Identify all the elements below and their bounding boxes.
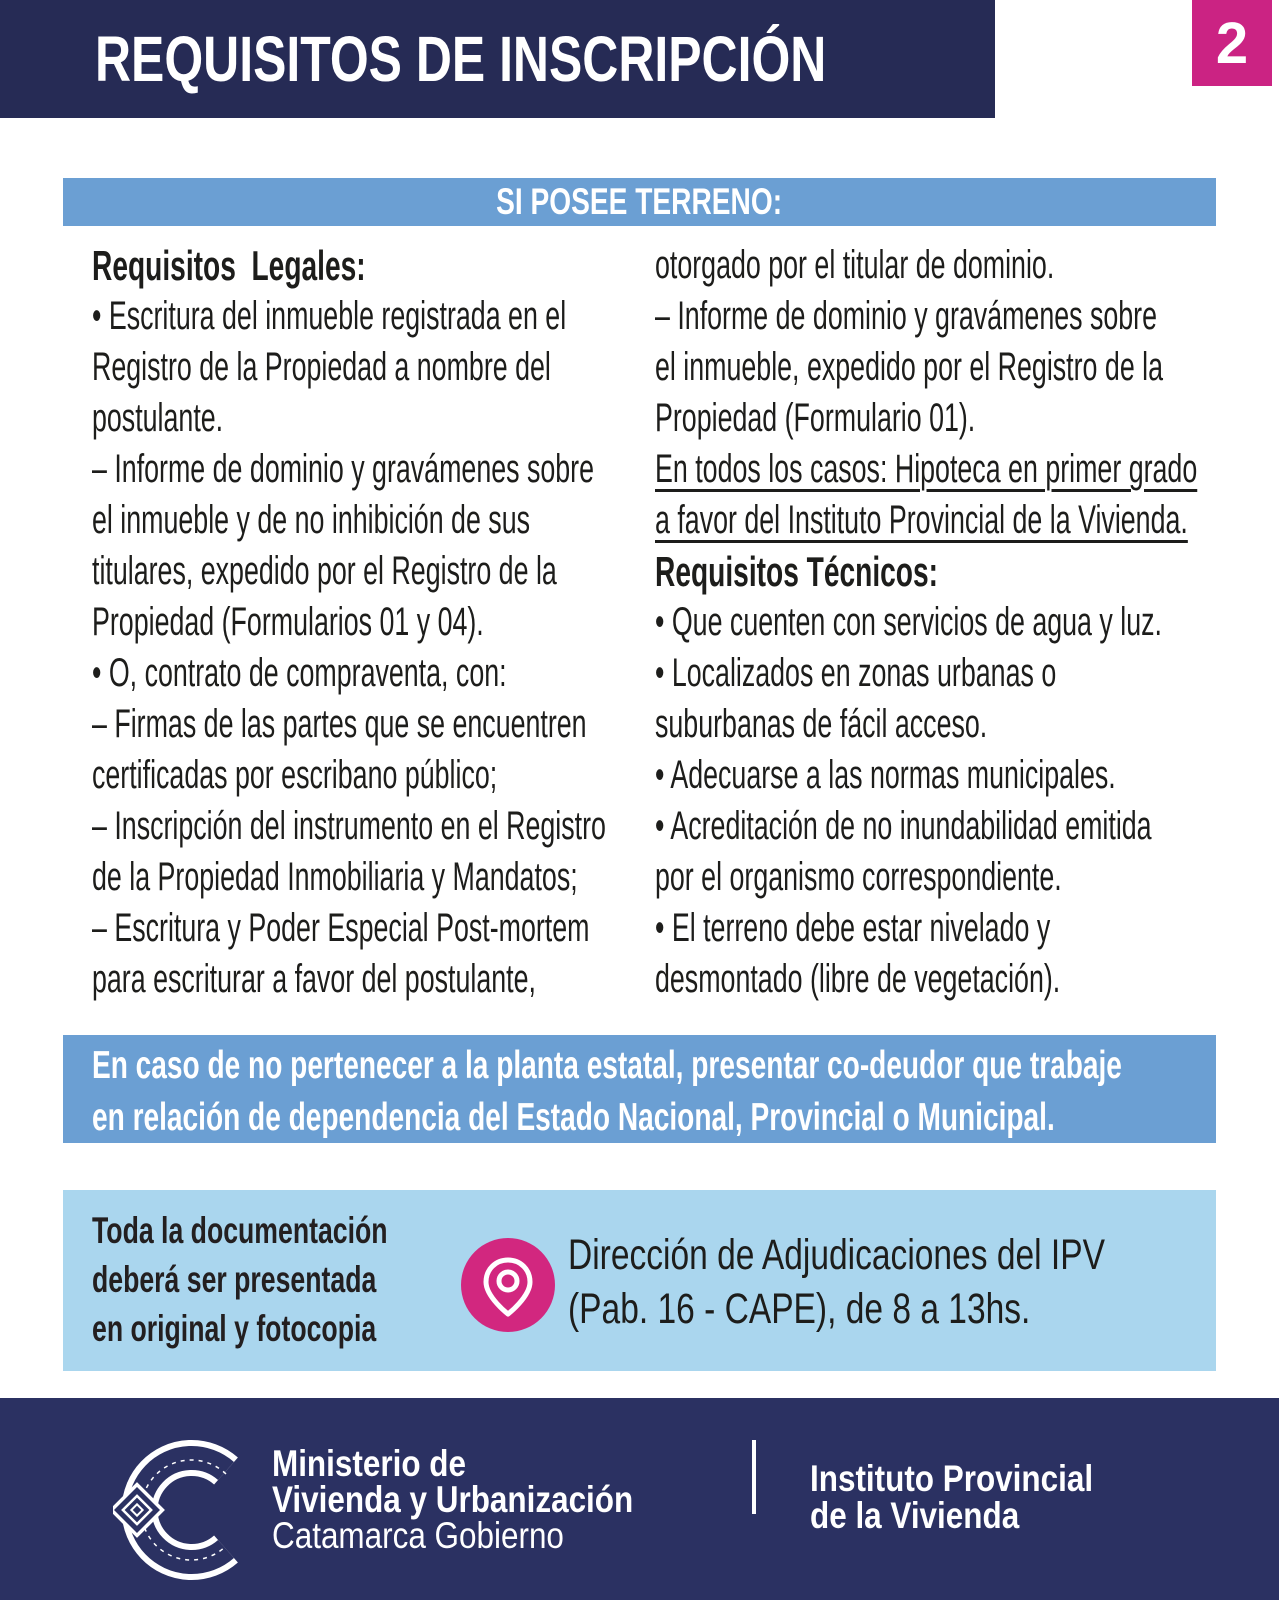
ministry-wordmark-line: Catamarca Gobierno [272, 1515, 564, 1556]
requirement-line: • Localizados en zonas urbanas o [655, 651, 1057, 695]
requirement-line: suburbanas de fácil acceso. [655, 702, 988, 746]
codebtor-banner-line: en relación de dependencia del Estado Nacional, Provincial o Municipal. [92, 1096, 1055, 1139]
requirement-line: • O, contrato de compraventa, con: [92, 651, 507, 695]
institute-wordmark [810, 1460, 1093, 1534]
office-location-line: Dirección de Adjudicaciones del IPV [568, 1231, 1105, 1279]
legal-requirements-column [92, 240, 668, 1005]
legal-requirements-heading: Requisitos Legales: [92, 242, 366, 289]
documentation-note-line: en original y fotocopia [92, 1308, 377, 1349]
requirement-line: • El terreno debe estar nivelado y [655, 906, 1051, 950]
requirement-line: otorgado por el titular de dominio. [655, 243, 1055, 287]
technical-requirements-heading: Requisitos Técnicos: [655, 548, 939, 595]
requirement-line: desmontado (libre de vegetación). [655, 957, 1061, 1001]
office-location [568, 1228, 1105, 1336]
page-number-badge: 2 [1192, 0, 1272, 86]
requirement-line: Propiedad (Formularios 01 y 04). [92, 600, 484, 644]
codebtor-banner-text [92, 1040, 1122, 1143]
requirement-line: postulante. [92, 396, 224, 440]
requirement-line: Propiedad (Formulario 01). [655, 396, 976, 440]
requirement-line: Registro de la Propiedad a nombre del [92, 345, 551, 389]
footer-divider [752, 1440, 756, 1514]
requirement-line: – Informe de dominio y gravámenes sobre [655, 294, 1158, 338]
codebtor-banner [63, 1035, 1216, 1143]
requirement-line: – Informe de dominio y gravámenes sobre [92, 447, 595, 491]
requirement-line: – Inscripción del instrumento en el Registro [92, 804, 606, 848]
catamarca-c-logo-icon [113, 1432, 253, 1587]
requirement-line: – Firmas de las partes que se encuentren [92, 702, 587, 746]
institute-wordmark-line: Instituto Provincial [810, 1458, 1094, 1499]
section-title: SI POSEE TERRENO: [496, 181, 783, 222]
requirement-line: • Adecuarse a las normas municipales. [655, 753, 1116, 797]
codebtor-banner-line: En caso de no pertenecer a la planta estatal, presentar co-deudor que trabaje [92, 1044, 1122, 1087]
requirement-line: – Escritura y Poder Especial Post-mortem [92, 906, 590, 950]
page-title: REQUISITOS DE INSCRIPCIÓN [95, 23, 827, 95]
requirement-line: de la Propiedad Inmobiliaria y Mandatos; [92, 855, 578, 899]
requirement-line: • Que cuenten con servicios de agua y luz. [655, 600, 1162, 644]
requirement-line: • Escritura del inmueble registrada en el [92, 294, 567, 338]
ministry-wordmark [272, 1443, 634, 1556]
header-bar [0, 0, 995, 118]
documentation-note [92, 1206, 388, 1353]
requirement-line: certificadas por escribano público; [92, 753, 498, 797]
ministry-wordmark-line: Ministerio de [272, 1443, 466, 1484]
documentation-note-line: Toda la documentación [92, 1210, 388, 1251]
documentation-note-line: deberá ser presentada [92, 1259, 377, 1300]
office-location-line: (Pab. 16 - CAPE), de 8 a 13hs. [568, 1285, 1031, 1333]
documentation-info-box [63, 1190, 1216, 1371]
mortgage-note-line: En todos los casos: Hipoteca en primer grado [655, 447, 1198, 491]
technical-requirements-column [655, 240, 1231, 1005]
institute-wordmark-line: de la Vivienda [810, 1495, 1020, 1536]
ministry-wordmark-line: Vivienda y Urbanización [272, 1479, 634, 1520]
requirement-line: para escriturar a favor del postulante, [92, 957, 536, 1001]
mortgage-note-line: a favor del Instituto Provincial de la Vivienda. [655, 498, 1188, 542]
footer-bar [0, 1398, 1279, 1600]
map-pin-icon [461, 1238, 555, 1332]
requirement-line: el inmueble y de no inhibición de sus [92, 498, 531, 542]
requirement-line: • Acreditación de no inundabilidad emitida [655, 804, 1152, 848]
requirement-line: titulares, expedido por el Registro de la [92, 549, 557, 593]
requirement-line: el inmueble, expedido por el Registro de la [655, 345, 1164, 389]
requirement-line: por el organismo correspondiente. [655, 855, 1062, 899]
section-bar [63, 178, 1216, 226]
